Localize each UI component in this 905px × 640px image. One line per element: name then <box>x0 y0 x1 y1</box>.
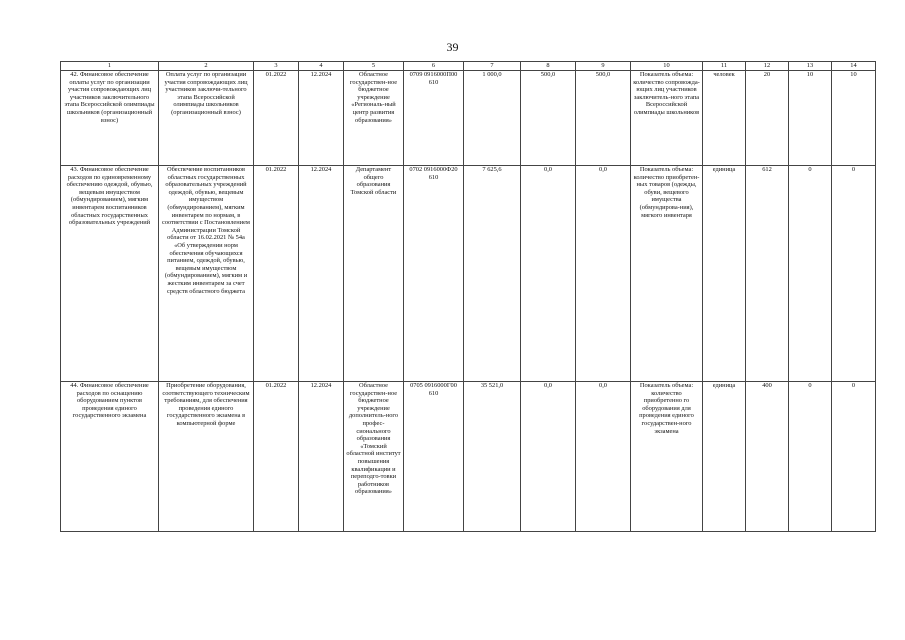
value-cell: 612 <box>746 166 789 382</box>
amount-year-cell: 0,0 <box>521 382 576 532</box>
amount-year-cell: 0,0 <box>576 382 631 532</box>
total-amount-cell: 35 521,0 <box>464 382 521 532</box>
amount-year-cell: 0,0 <box>576 166 631 382</box>
amount-year-cell: 0,0 <box>521 166 576 382</box>
table-header <box>61 62 876 71</box>
end-date-cell: 12.2024 <box>299 382 344 532</box>
column-number: 12 <box>746 62 789 71</box>
value-cell: 0 <box>832 166 876 382</box>
column-number: 7 <box>464 62 521 71</box>
start-date-cell: 01.2022 <box>254 166 299 382</box>
value-cell: 10 <box>832 71 876 166</box>
start-date-cell: 01.2022 <box>254 71 299 166</box>
value-cell: 0 <box>789 166 832 382</box>
page-number: 39 <box>446 40 459 54</box>
start-date-cell: 01.2022 <box>254 382 299 532</box>
unit-cell: единица <box>703 166 746 382</box>
budget-code-cell: 0705 0916000Г00 610 <box>404 382 464 532</box>
end-date-cell: 12.2024 <box>299 166 344 382</box>
budget-code-cell: 0709 0916000П00 610 <box>404 71 464 166</box>
indicator-cell: Показатель объема: количество приобретен-ных товаров (одежды, обуви, вещевого имущества (обмундирова-ния), мягкого инвентаря <box>631 166 703 382</box>
event-name-cell: 44. Финансовое обеспечение расходов по оснащению оборудованием пунктов проведения единого государственного экзамена <box>61 382 159 532</box>
column-number: 1 <box>61 62 159 71</box>
indicator-cell: Показатель объема: количество приобретенно го оборудования для проведения единого государствен-ного экзамена <box>631 382 703 532</box>
column-number: 6 <box>404 62 464 71</box>
amount-year-cell: 500,0 <box>576 71 631 166</box>
unit-cell: единица <box>703 382 746 532</box>
table-row <box>61 382 876 532</box>
event-description-cell: Приобретение оборудования, соответствующего техническим требованиям, для обеспечения проведения единого государственного экзамена в компьютерной форме <box>159 382 254 532</box>
budget-code-cell: 0702 0916000Ф20 610 <box>404 166 464 382</box>
value-cell: 0 <box>832 382 876 532</box>
executor-cell: Департамент общего образования Томской области <box>344 166 404 382</box>
column-number: 8 <box>521 62 576 71</box>
executor-cell: Областное государствен-ное бюджетное учреждение «Региональ-ный центр развития образования» <box>344 71 404 166</box>
column-number: 5 <box>344 62 404 71</box>
value-cell: 10 <box>789 71 832 166</box>
indicator-cell: Показатель объема: количество сопровожда-ющих лиц участников заключитель-ного этапа Всероссийской олимпиады школьников <box>631 71 703 166</box>
executor-cell: Областное государствен-ное бюджетное учреждение дополнитель-ного профес-сионального образования «Томский областной институт повышения квалификации и переподго-товки работников образования» <box>344 382 404 532</box>
value-cell: 400 <box>746 382 789 532</box>
event-description-cell: Оплата услуг по организации участия сопровождающих лиц участников заключи-тельного этапа Всероссийской олимпиады школьников (организационный взнос) <box>159 71 254 166</box>
value-cell: 20 <box>746 71 789 166</box>
unit-cell: человек <box>703 71 746 166</box>
event-name-cell: 42. Финансовое обеспечение оплаты услуг по организации участия сопровождающих лиц участников заключительного этапа Всероссийской олимпиады школьников (организационный взнос) <box>61 71 159 166</box>
column-number: 9 <box>576 62 631 71</box>
column-number: 3 <box>254 62 299 71</box>
column-number: 11 <box>703 62 746 71</box>
header-row <box>61 62 876 71</box>
column-number: 2 <box>159 62 254 71</box>
table-row <box>61 166 876 382</box>
total-amount-cell: 1 000,0 <box>464 71 521 166</box>
total-amount-cell: 7 625,6 <box>464 166 521 382</box>
column-number: 4 <box>299 62 344 71</box>
column-number: 13 <box>789 62 832 71</box>
value-cell: 0 <box>789 382 832 532</box>
event-name-cell: 43. Финансовое обеспечение расходов по единовременному обеспечению одеждой, обувью, вещевым имуществом (обмундированием), мягким инвентарем воспитанников областных государственных образовательных учреждений <box>61 166 159 382</box>
end-date-cell: 12.2024 <box>299 71 344 166</box>
program-table <box>60 61 876 532</box>
column-number: 14 <box>832 62 876 71</box>
table-row <box>61 71 876 166</box>
amount-year-cell: 500,0 <box>521 71 576 166</box>
event-description-cell: Обеспечение воспитанников областных государственных образовательных учреждений одеждой, обувью, вещевым имуществом (обмундированием), мягким инвентарем по нормам, в соответствии с Постановлением Администрации Томской области от 16.02.2021 № 54а «Об утверждении норм обеспечения обучающихся питанием, одеждой, обувью, вещевым имуществом (обмундированием), мягким и жестким инвентарем за счет средств областного бюджета <box>159 166 254 382</box>
column-number: 10 <box>631 62 703 71</box>
